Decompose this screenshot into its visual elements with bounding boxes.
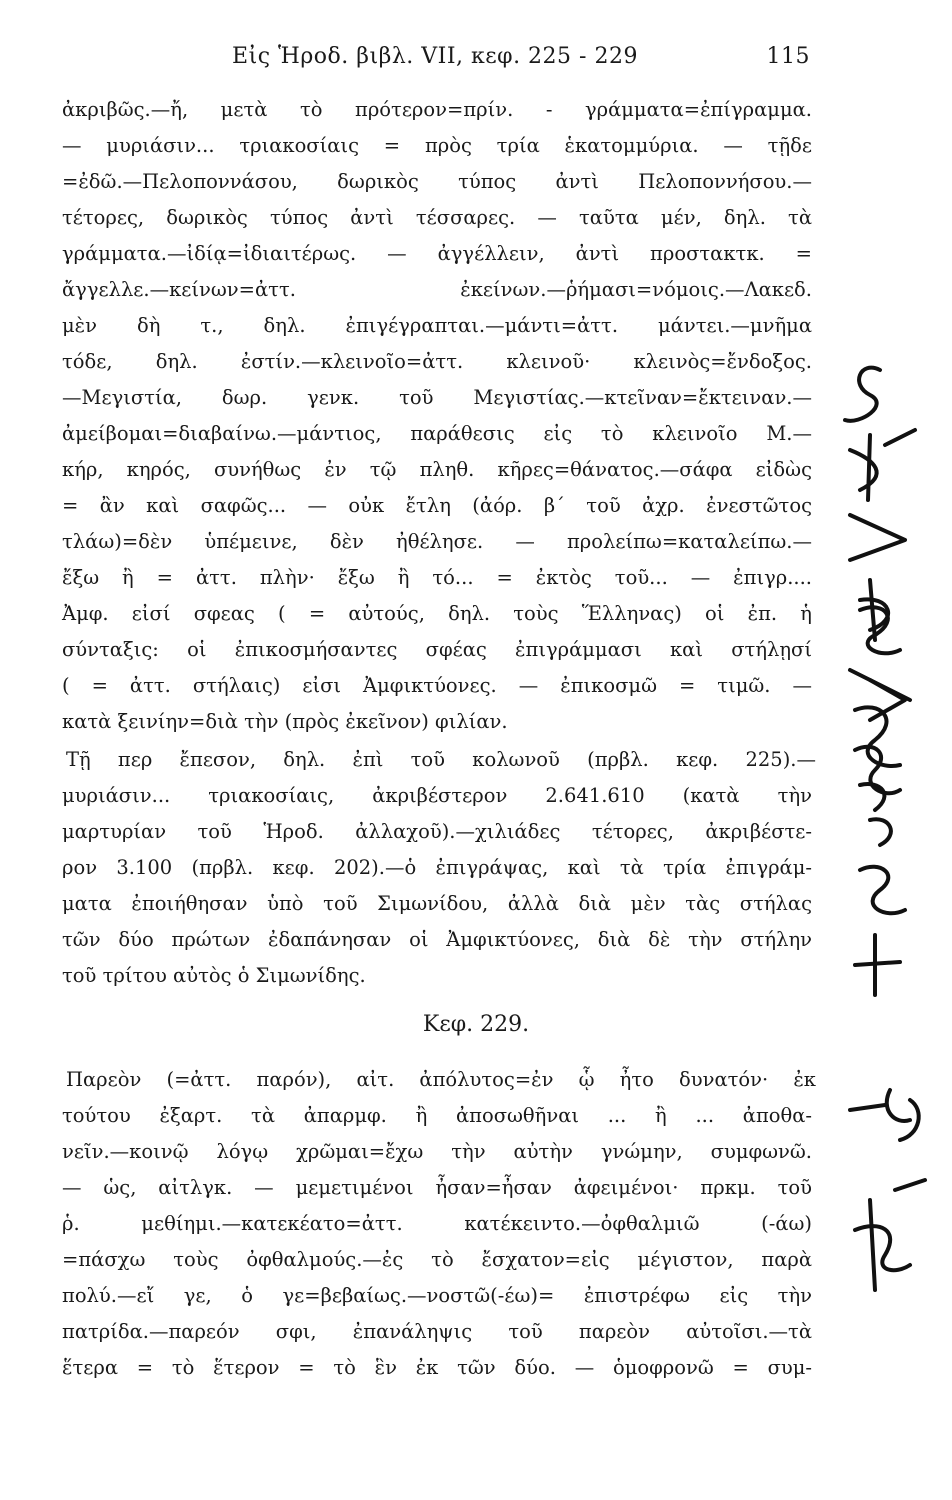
text-line: μυριάσιν... τριακοσίαις, ἀκριβέστερον 2.641.610 (κατὰ τὴν [62,784,812,807]
text-line: τῶν δύο πρώτων ἐδαπάνησαν οἱ Ἀμφικτύονες, διὰ δὲ τὴν στήλην [62,928,812,951]
text-line: ῥ. μεθίημι.—κατεκέατο=ἀττ. κατέκειντο.—ὀφθαλμιῶ (-άω) [62,1212,812,1235]
text-line: ( = ἀττ. στήλαις) εἰσι Ἀμφικτύονες. — ἐπικοσμῶ = τιμῶ. — [62,674,812,697]
text-line: τέτορες, δωρικὸς τύπος ἀντὶ τέσσαρες. — ταῦτα μέν, δηλ. τὰ [62,206,812,229]
text-line: = ἂν καὶ σαφῶς... — οὐκ ἔτλη (ἀόρ. β΄ τοῦ ἀχρ. ἐνεστῶτος [62,494,812,517]
text-line: γράμματα.—ἰδίᾳ=ἰδιαιτέρως. — ἀγγέλλειν, ἀντὶ προστακτκ. = [62,242,812,265]
text-line: Τῇ περ ἔπεσον, δηλ. ἐπὶ τοῦ κολωνοῦ (πρβλ. κεφ. 225).— [66,748,816,771]
margin-handwriting-middle [830,590,930,1010]
text-line: πατρίδα.—παρεόν σφι, ἐπανάληψις τοῦ παρεὸν αὐτοῖσι.—τὰ [62,1320,812,1343]
margin-handwriting-bottom [840,1080,940,1310]
text-line: νεῖν.—κοινῷ λόγῳ χρῶμαι=ἔχω τὴν αὐτὴν γνώμην, συμφωνῶ. [62,1140,812,1163]
text-line: τόδε, δηλ. ἐστίν.—κλεινοῖο=ἀττ. κλεινοῦ· κλεινὸς=ἔνδοξος. [62,350,812,373]
text-line: κήρ, κηρός, συνήθως ἐν τῷ πληθ. κῆρες=θάνατος.—σάφα εἰδὼς [62,458,812,481]
text-line: Ἀμφ. εἰσί σφεας ( = αὐτούς, δηλ. τοὺς Ἕλληνας) οἱ ἐπ. ἡ [62,602,812,625]
text-line: — ὡς, αἰτλγκ. — μεμετιμένοι ἦσαν=ἦσαν ἀφειμένοι· πρκμ. τοῦ [62,1176,812,1199]
page-header [60,44,810,78]
text-line: =ἐδῶ.—Πελοποννάσου, δωρικὸς τύπος ἀντὶ Πελοποννήσου.— [62,170,812,193]
text-line: ἔξω ἢ = ἀττ. πλὴν· ἔξω ἢ τό... = ἐκτὸς τοῦ... — ἐπιγρ.... [62,566,812,589]
text-line: ἕτερα = τὸ ἕτερον = τὸ ἓν ἐκ τῶν δύο. — ὁμοφρονῶ = συμ- [62,1356,812,1379]
text-line: — μυριάσιν... τριακοσίαις = πρὸς τρία ἑκατομμύρια. — τῇδε [62,134,812,157]
text-line: —Μεγιστία, δωρ. γενκ. τοῦ Μεγιστίας.—κτεῖναν=ἔκτειναν.— [62,386,812,409]
text-line: ρον 3.100 (πρβλ. κεφ. 202).—ὁ ἐπιγράψας, καὶ τὰ τρία ἐπιγράμ- [62,856,812,879]
text-line: τλάω)=δὲν ὑπέμεινε, δὲν ἠθέλησε. — προλείπω=καταλείπω.— [62,530,812,553]
page-number: 115 [766,44,810,69]
text-line: τούτου ἐξαρτ. τὰ ἀπαρμφ. ἢ ἀποσωθῆναι ... ἢ ... ἀποθα- [62,1104,812,1127]
text-line: Παρεὸν (=ἀττ. παρόν), αἰτ. ἀπόλυτος=ἐν ᾧ ἦτο δυνατόν· ἐκ [66,1068,816,1091]
text-line: ἀκριβῶς.—ἤ, μετὰ τὸ πρότερον=πρίν. - γράμματα=ἐπίγραμμα. [62,98,812,121]
text-line: =πάσχω τοὺς ὀφθαλμούς.—ἐς τὸ ἔσχατον=εἰς μέγιστον, παρὰ [62,1248,812,1271]
text-line: ἄγγελλε.—κείνων=ἀττ. ἐκείνων.—ῥήμασι=νόμοις.—Λακεδ. [62,278,812,301]
text-line: τοῦ τρίτου αὐτὸς ὁ Σιμωνίδης. [62,964,366,987]
text-line: ματα ἐποιήθησαν ὑπὸ τοῦ Σιμωνίδου, ἀλλὰ διὰ μὲν τὰς στήλας [62,892,812,915]
section-title: Κεφ. 229. [422,1012,530,1037]
text-line: πολύ.—εἴ γε, ὁ γε=βεβαίως.—νοστῶ(-έω)= ἐπιστρέφω εἰς τὴν [62,1284,812,1307]
running-title: Εἰς Ἡροδ. βιβλ. VII, κεφ. 225 - 229 [232,44,638,69]
text-line: ἀμείβομαι=διαβαίνω.—μάντιος, παράθεσις εἰς τὸ κλεινοῖο Μ.— [62,422,812,445]
text-line: μὲν δὴ τ., δηλ. ἐπιγέγραπται.—μάντι=ἀττ. μάντει.—μνῆμα [62,314,812,337]
text-line: κατὰ ξεινίην=διὰ τὴν (πρὸς ἐκεῖνον) φιλίαν. [62,710,508,733]
text-line: σύνταξις: οἱ ἐπικοσμήσαντες σφέας ἐπιγράμμασι καὶ στήλῃσί [62,638,812,661]
text-line: μαρτυρίαν τοῦ Ἡροδ. ἀλλαχοῦ).—χιλιάδες τέτορες, ἀκριβέστε- [62,820,812,843]
